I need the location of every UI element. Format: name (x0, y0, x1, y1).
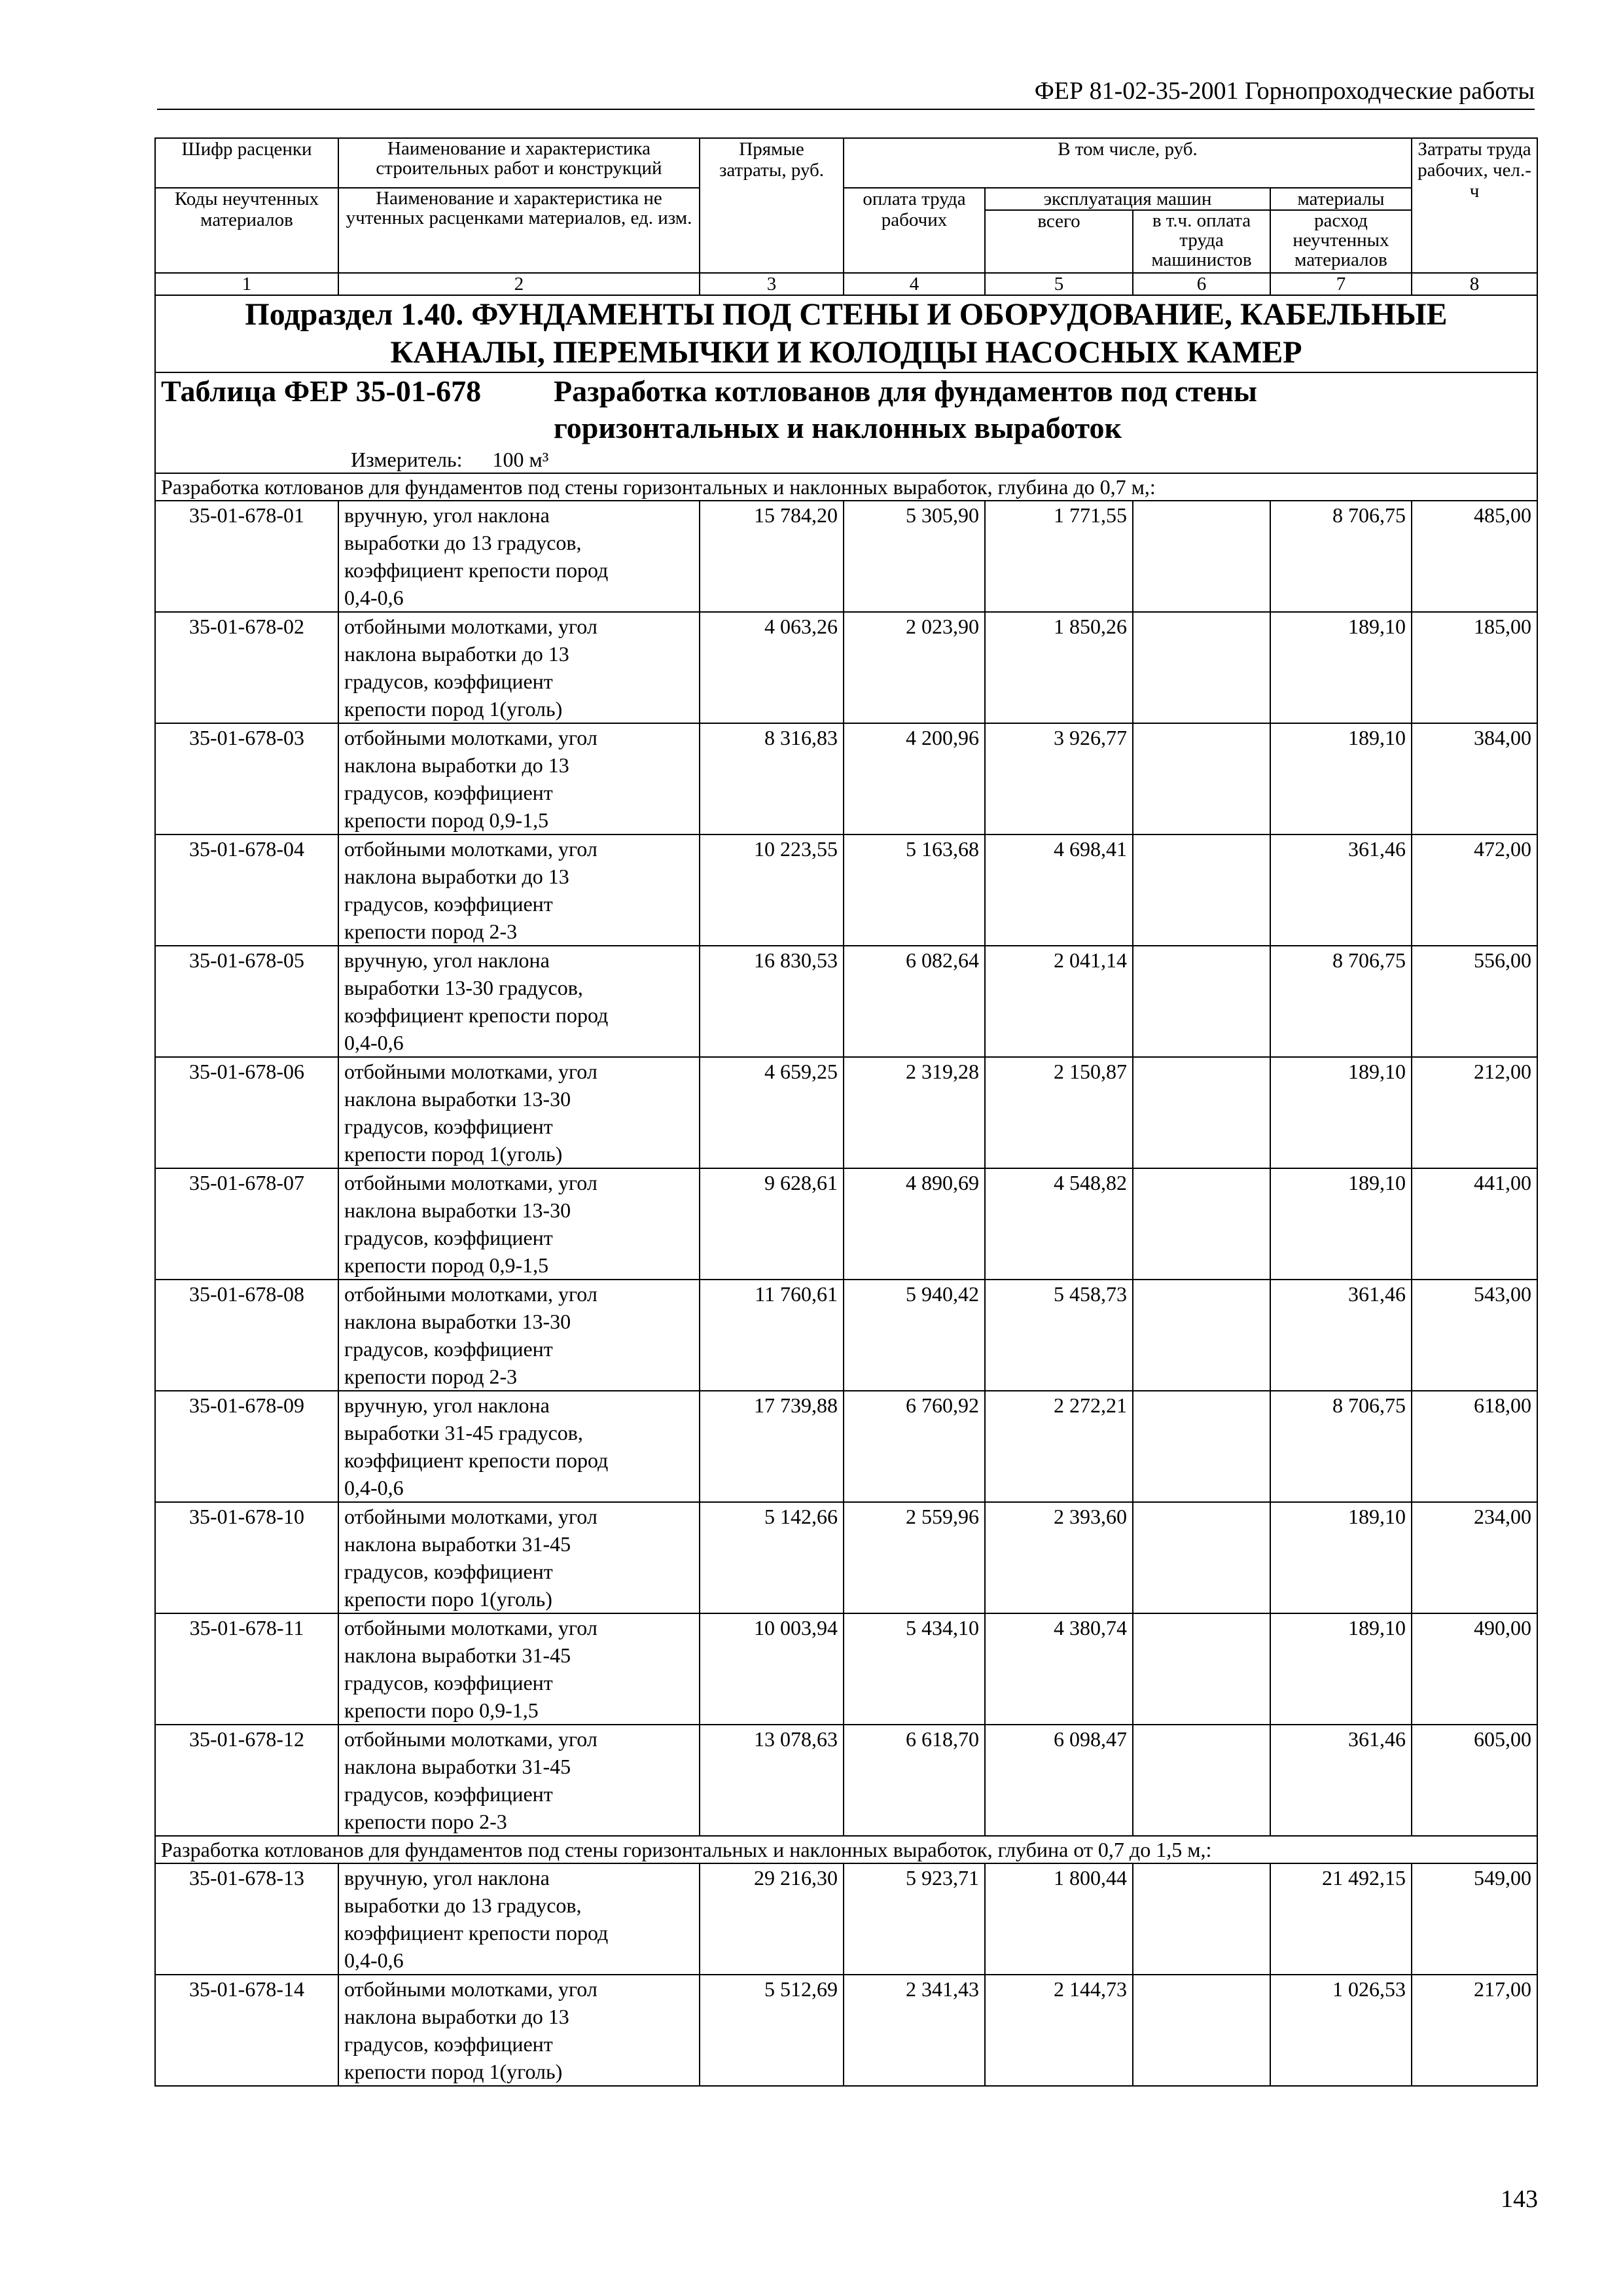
work-name-line: наклона выработки до 13 (344, 865, 569, 888)
work-name (338, 612, 700, 723)
machines-total: 2 393,60 (985, 1502, 1133, 1613)
worker-pay: 5 923,71 (844, 1863, 985, 1975)
work-name-line: коэффициент крепости пород (344, 1921, 609, 1945)
group-row (155, 473, 1537, 501)
labor-costs: 490,00 (1412, 1613, 1537, 1725)
rate-code: 35-01-678-11 (155, 1613, 338, 1725)
work-name-line: выработки 13-30 градусов, (344, 976, 583, 999)
group-title: Разработка котлованов для фундаментов под стены горизонтальных и наклонных выработок, глубина до 0,7 м,: (155, 473, 1537, 501)
work-name-line: отбойными молотками, угол (344, 1977, 597, 2001)
labor-costs: 556,00 (1412, 946, 1537, 1057)
direct-costs: 10 003,94 (700, 1613, 844, 1725)
table-label: Таблица ФЕР 35-01-678 (161, 374, 482, 408)
work-name-line: крепости поро 0,9-1,5 (344, 1698, 539, 1722)
labor-costs: 485,00 (1412, 501, 1537, 612)
work-name-line: градусов, коэффициент (344, 781, 553, 804)
worker-pay: 4 200,96 (844, 723, 985, 834)
worker-pay: 6 618,70 (844, 1725, 985, 1836)
machinist-pay (1133, 946, 1270, 1057)
work-name-line: 0,4-0,6 (344, 1948, 404, 1972)
table-row (155, 1613, 1537, 1725)
work-name-line: отбойными молотками, угол (344, 1727, 597, 1751)
work-name-line: 0,4-0,6 (344, 1476, 404, 1499)
work-name-line: коэффициент крепости пород (344, 558, 609, 582)
machines-total: 4 548,82 (985, 1168, 1133, 1280)
labor-costs: 185,00 (1412, 612, 1537, 723)
machinist-pay (1133, 1502, 1270, 1613)
section-title-line: КАНАЛЫ, ПЕРЕМЫЧКИ И КОЛОДЦЫ НАСОСНЫХ КАМЕР (390, 335, 1302, 370)
table-name: горизонтальных и наклонных выработок (554, 411, 1122, 444)
table-row (155, 834, 1537, 946)
page-number: 143 (1501, 2185, 1538, 2213)
column-number: 6 (1133, 273, 1270, 295)
table-title (155, 372, 1537, 473)
worker-pay: 2 559,96 (844, 1502, 985, 1613)
direct-costs: 17 739,88 (700, 1391, 844, 1502)
header-machines-total: всего (985, 210, 1133, 273)
work-name (338, 834, 700, 946)
work-name-line: наклона выработки 13-30 (344, 1310, 571, 1333)
direct-costs: 16 830,53 (700, 946, 844, 1057)
header-including: В том числе, руб. (844, 138, 1412, 188)
work-name-line: вручную, угол наклона (344, 1866, 550, 1890)
machinist-pay (1133, 1057, 1270, 1168)
direct-costs: 11 760,61 (700, 1280, 844, 1391)
labor-costs: 384,00 (1412, 723, 1537, 834)
materials-cost: 189,10 (1270, 1168, 1412, 1280)
materials-cost: 189,10 (1270, 612, 1412, 723)
header-unaccounted-codes: Коды неучтенных материалов (155, 188, 338, 273)
rate-code: 35-01-678-04 (155, 834, 338, 946)
header-work-name: Наименование и характеристика строительных работ и конструкций (338, 138, 700, 188)
direct-costs: 5 142,66 (700, 1502, 844, 1613)
work-name (338, 1613, 700, 1725)
work-name-line: отбойными молотками, угол (344, 837, 597, 861)
work-name-line: наклона выработки 13-30 (344, 1198, 571, 1222)
labor-costs: 217,00 (1412, 1975, 1537, 2086)
work-name (338, 1057, 700, 1168)
labor-costs: 605,00 (1412, 1725, 1537, 1836)
section-title (155, 295, 1537, 372)
group-title: Разработка котлованов для фундаментов под стены горизонтальных и наклонных выработок, глубина от 0,7 до 1,5 м,: (155, 1836, 1537, 1863)
rates-table (154, 137, 1538, 2087)
machines-total: 2 150,87 (985, 1057, 1133, 1168)
rate-code: 35-01-678-02 (155, 612, 338, 723)
work-name-line: отбойными молотками, угол (344, 1505, 597, 1528)
column-number: 2 (338, 273, 700, 295)
machinist-pay (1133, 1613, 1270, 1725)
worker-pay: 2 341,43 (844, 1975, 985, 2086)
column-number: 5 (985, 273, 1133, 295)
machinist-pay (1133, 1280, 1270, 1391)
machinist-pay (1133, 501, 1270, 612)
rate-code: 35-01-678-09 (155, 1391, 338, 1502)
measure-value: 100 м³ (492, 448, 549, 471)
machines-total: 6 098,47 (985, 1725, 1133, 1836)
machines-total: 2 272,21 (985, 1391, 1133, 1502)
labor-costs: 549,00 (1412, 1863, 1537, 1975)
direct-costs: 10 223,55 (700, 834, 844, 946)
work-name (338, 1391, 700, 1502)
table-row (155, 946, 1537, 1057)
worker-pay: 2 023,90 (844, 612, 985, 723)
direct-costs: 13 078,63 (700, 1725, 844, 1836)
rate-code: 35-01-678-07 (155, 1168, 338, 1280)
labor-costs: 543,00 (1412, 1280, 1537, 1391)
direct-costs: 8 316,83 (700, 723, 844, 834)
rate-code: 35-01-678-05 (155, 946, 338, 1057)
machinist-pay (1133, 1391, 1270, 1502)
work-name-line: градусов, коэффициент (344, 1782, 553, 1806)
work-name-line: отбойными молотками, угол (344, 1171, 597, 1194)
header-machine-operation: эксплуатация машин (985, 188, 1270, 210)
materials-cost: 361,46 (1270, 834, 1412, 946)
header-materials: материалы (1270, 188, 1412, 210)
section-title-line: Подраздел 1.40. ФУНДАМЕНТЫ ПОД СТЕНЫ И ОБОРУДОВАНИЕ, КАБЕЛЬНЫЕ (245, 297, 1448, 332)
rate-code: 35-01-678-01 (155, 501, 338, 612)
work-name-line: градусов, коэффициент (344, 670, 553, 693)
machines-total: 4 698,41 (985, 834, 1133, 946)
labor-costs: 618,00 (1412, 1391, 1537, 1502)
machines-total: 5 458,73 (985, 1280, 1133, 1391)
machinist-pay (1133, 723, 1270, 834)
work-name (338, 946, 700, 1057)
header-unaccounted-name: Наименование и характеристика не учтенных расценками материалов, ед. изм. (338, 188, 700, 273)
machines-total: 2 144,73 (985, 1975, 1133, 2086)
worker-pay: 4 890,69 (844, 1168, 985, 1280)
work-name (338, 1725, 700, 1836)
column-number: 3 (700, 273, 844, 295)
table-row (155, 1725, 1537, 1836)
worker-pay: 5 305,90 (844, 501, 985, 612)
work-name-line: вручную, угол наклона (344, 1393, 550, 1417)
measure-label: Измеритель: (351, 448, 463, 471)
worker-pay: 5 163,68 (844, 834, 985, 946)
table-row (155, 501, 1537, 612)
rate-code: 35-01-678-06 (155, 1057, 338, 1168)
machinist-pay (1133, 612, 1270, 723)
column-number: 8 (1412, 273, 1537, 295)
work-name-line: градусов, коэффициент (344, 892, 553, 916)
work-name-line: наклона выработки 13-30 (344, 1087, 571, 1111)
group-row (155, 1836, 1537, 1863)
work-name-line: крепости поро 1(уголь) (344, 1587, 552, 1611)
machinist-pay (1133, 1975, 1270, 2086)
work-name-line: отбойными молотками, угол (344, 1616, 597, 1640)
work-name-line: коэффициент крепости пород (344, 1448, 609, 1472)
header-labor-costs: Затраты труда рабочих, чел.-ч (1412, 138, 1537, 273)
direct-costs: 5 512,69 (700, 1975, 844, 2086)
labor-costs: 441,00 (1412, 1168, 1537, 1280)
materials-cost: 8 706,75 (1270, 1391, 1412, 1502)
rate-code: 35-01-678-03 (155, 723, 338, 834)
machines-total: 2 041,14 (985, 946, 1133, 1057)
machines-total: 1 771,55 (985, 501, 1133, 612)
column-number: 1 (155, 273, 338, 295)
work-name-line: градусов, коэффициент (344, 1560, 553, 1583)
work-name-line: градусов, коэффициент (344, 1337, 553, 1361)
work-name-line: 0,4-0,6 (344, 1031, 404, 1054)
work-name-line: градусов, коэффициент (344, 1115, 553, 1138)
worker-pay: 6 760,92 (844, 1391, 985, 1502)
work-name-line: крепости пород 0,9-1,5 (344, 808, 549, 832)
machinist-pay (1133, 834, 1270, 946)
measure (161, 446, 1531, 473)
work-name-line: вручную, угол наклона (344, 948, 550, 972)
materials-cost: 189,10 (1270, 1613, 1412, 1725)
worker-pay: 5 434,10 (844, 1613, 985, 1725)
work-name (338, 1502, 700, 1613)
work-name-line: крепости пород 1(уголь) (344, 2060, 563, 2083)
running-header: ФЕР 81-02-35-2001 Горнопроходческие работы (157, 73, 1535, 110)
work-name (338, 723, 700, 834)
materials-cost: 361,46 (1270, 1725, 1412, 1836)
work-name-line: выработки 31-45 градусов, (344, 1421, 583, 1444)
work-name-line: крепости пород 2-3 (344, 920, 518, 943)
work-name-line: выработки до 13 градусов, (344, 1893, 582, 1917)
machines-total: 4 380,74 (985, 1613, 1133, 1725)
column-number: 7 (1270, 273, 1412, 295)
work-name (338, 1168, 700, 1280)
work-name-line: отбойными молотками, угол (344, 615, 597, 638)
work-name-line: наклона выработки 31-45 (344, 1532, 571, 1556)
labor-costs: 212,00 (1412, 1057, 1537, 1168)
header-worker-pay: оплата труда рабочих (844, 188, 985, 273)
direct-costs: 9 628,61 (700, 1168, 844, 1280)
table-row (155, 1057, 1537, 1168)
rate-code: 35-01-678-12 (155, 1725, 338, 1836)
materials-cost: 189,10 (1270, 1502, 1412, 1613)
table-row (155, 1168, 1537, 1280)
work-name-line: наклона выработки 31-45 (344, 1755, 571, 1778)
work-name-line: отбойными молотками, угол (344, 1060, 597, 1083)
work-name (338, 1280, 700, 1391)
table-row (155, 1975, 1537, 2086)
table-row (155, 723, 1537, 834)
worker-pay: 2 319,28 (844, 1057, 985, 1168)
direct-costs: 4 063,26 (700, 612, 844, 723)
machinist-pay (1133, 1168, 1270, 1280)
worker-pay: 5 940,42 (844, 1280, 985, 1391)
work-name-line: градусов, коэффициент (344, 1671, 553, 1695)
work-name-line: крепости пород 1(уголь) (344, 1142, 563, 1166)
work-name-line: отбойными молотками, угол (344, 726, 597, 749)
direct-costs: 29 216,30 (700, 1863, 844, 1975)
table-name: Разработка котлованов для фундаментов под стены (554, 374, 1257, 408)
work-name-line: 0,4-0,6 (344, 586, 404, 609)
work-name-line: крепости пород 2-3 (344, 1365, 518, 1388)
work-name-line: градусов, коэффициент (344, 1226, 553, 1249)
rate-code: 35-01-678-14 (155, 1975, 338, 2086)
rate-code: 35-01-678-08 (155, 1280, 338, 1391)
work-name-line: крепости пород 1(уголь) (344, 697, 563, 721)
header-unaccounted-consumption: расход неучтенных материалов (1270, 210, 1412, 273)
work-name-line: наклона выработки до 13 (344, 2005, 569, 2028)
work-name-line: выработки до 13 градусов, (344, 531, 582, 554)
materials-cost: 1 026,53 (1270, 1975, 1412, 2086)
materials-cost: 361,46 (1270, 1280, 1412, 1391)
labor-costs: 234,00 (1412, 1502, 1537, 1613)
materials-cost: 189,10 (1270, 723, 1412, 834)
header-direct-costs: Прямые затраты, руб. (700, 138, 844, 273)
work-name-line: крепости поро 2-3 (344, 1810, 507, 1833)
worker-pay: 6 082,64 (844, 946, 985, 1057)
work-name-line: крепости пород 0,9-1,5 (344, 1253, 549, 1277)
direct-costs: 15 784,20 (700, 501, 844, 612)
work-name-line: градусов, коэффициент (344, 2032, 553, 2056)
header-machinist-pay: в т.ч. оплата труда машинистов (1133, 210, 1270, 273)
table-row (155, 612, 1537, 723)
work-name-line: наклона выработки до 13 (344, 642, 569, 666)
table-row (155, 1863, 1537, 1975)
work-name (338, 501, 700, 612)
machinist-pay (1133, 1725, 1270, 1836)
machines-total: 1 800,44 (985, 1863, 1133, 1975)
direct-costs: 4 659,25 (700, 1057, 844, 1168)
materials-cost: 8 706,75 (1270, 501, 1412, 612)
work-name-line: наклона выработки 31-45 (344, 1643, 571, 1667)
machines-total: 3 926,77 (985, 723, 1133, 834)
machines-total: 1 850,26 (985, 612, 1133, 723)
column-number: 4 (844, 273, 985, 295)
rate-code: 35-01-678-13 (155, 1863, 338, 1975)
table-row (155, 1280, 1537, 1391)
header-code: Шифр расценки (155, 138, 338, 188)
work-name-line: вручную, угол наклона (344, 503, 550, 527)
work-name (338, 1975, 700, 2086)
work-name-line: отбойными молотками, угол (344, 1282, 597, 1306)
labor-costs: 472,00 (1412, 834, 1537, 946)
machinist-pay (1133, 1863, 1270, 1975)
rate-code: 35-01-678-10 (155, 1502, 338, 1613)
table-row (155, 1502, 1537, 1613)
materials-cost: 189,10 (1270, 1057, 1412, 1168)
work-name (338, 1863, 700, 1975)
table-row (155, 1391, 1537, 1502)
work-name-line: коэффициент крепости пород (344, 1003, 609, 1027)
materials-cost: 8 706,75 (1270, 946, 1412, 1057)
materials-cost: 21 492,15 (1270, 1863, 1412, 1975)
work-name-line: наклона выработки до 13 (344, 753, 569, 777)
